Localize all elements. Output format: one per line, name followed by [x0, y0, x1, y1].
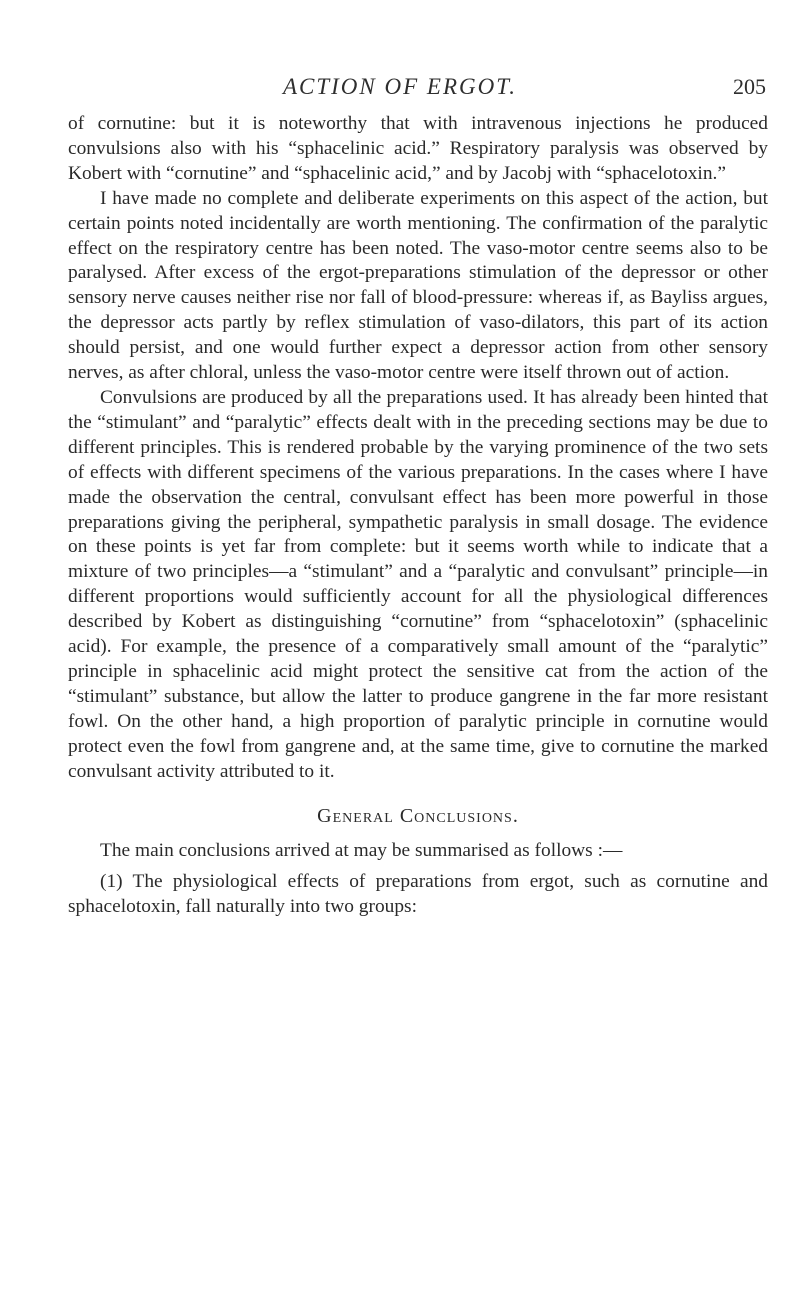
paragraph-5: (1) The physiological effects of preparations from ergot, such as cornutine and sphacelotoxin, fall naturally into two groups: [68, 871, 768, 918]
section-heading: General Conclusions. [317, 805, 519, 828]
paragraph-3: Convulsions are produced by all the preparations used. It has already been hinted that the “stimulant” and “paralytic” effects dealt with in the preceding sections may be due to different principles. This is rendered probable by the varying prominence of the two sets of effects with different specimens of the various preparations. In the cases where I have made the observation the central, convulsant effect has been more powerful in those preparations giving the peripheral, sympathetic paralysis in small dosage. The evidence on these points is yet far from complete: but it seems worth while to indicate that a mixture of two principles—a “stimulant” and a “paralytic and convulsant” principle—in different proportions would sufficiently account for all the physiological differences described by Kobert as distinguishing “cornutine” from “sphacelotoxin” (sphacelinic acid). For example, the presence of a comparatively small amount of the “paralytic” principle in sphacelinic acid might protect the sensitive cat from the action of the “stimulant” substance, but allow the latter to produce gangrene in the far more resistant fowl. On the other hand, a high proportion of paralytic principle in cornutine would protect even the fowl from gangrene and, at the same time, give to cornutine the marked convulsant activity attributed to it. [68, 386, 768, 782]
page-number: 205 [733, 74, 766, 99]
paragraph-1: of cornutine: but it is noteworthy that with intravenous injections he produced convulsions also with his “sphacelinic acid.” Respiratory paralysis was observed by Kobert with “cornutine” and “sphacelinic acid,” and by Jacobj with “sphacelotoxin.” [68, 113, 768, 184]
paragraph-4: The main conclusions arrived at may be summarised as follows :— [100, 840, 623, 862]
running-title: ACTION OF ERGOT. [282, 74, 518, 99]
paragraph-2: I have made no complete and deliberate experiments on this aspect of the action, but certain points noted incidentally are worth mentioning. The confirmation of the paralytic effect on the respiratory centre has been noted. The vaso-motor centre seems also to be paralysed. After excess of the ergot-preparations stimulation of the depressor or other sensory nerve causes neither rise nor fall of blood-pressure: whereas if, as Bayliss argues, the depressor acts partly by reflex stimulation of vaso-dilators, this part of its action should persist, and one would further expect a depressor action from other sensory nerves, as after chloral, unless the vaso-motor centre were itself thrown out of action. [68, 187, 768, 384]
body-text [68, 112, 768, 920]
